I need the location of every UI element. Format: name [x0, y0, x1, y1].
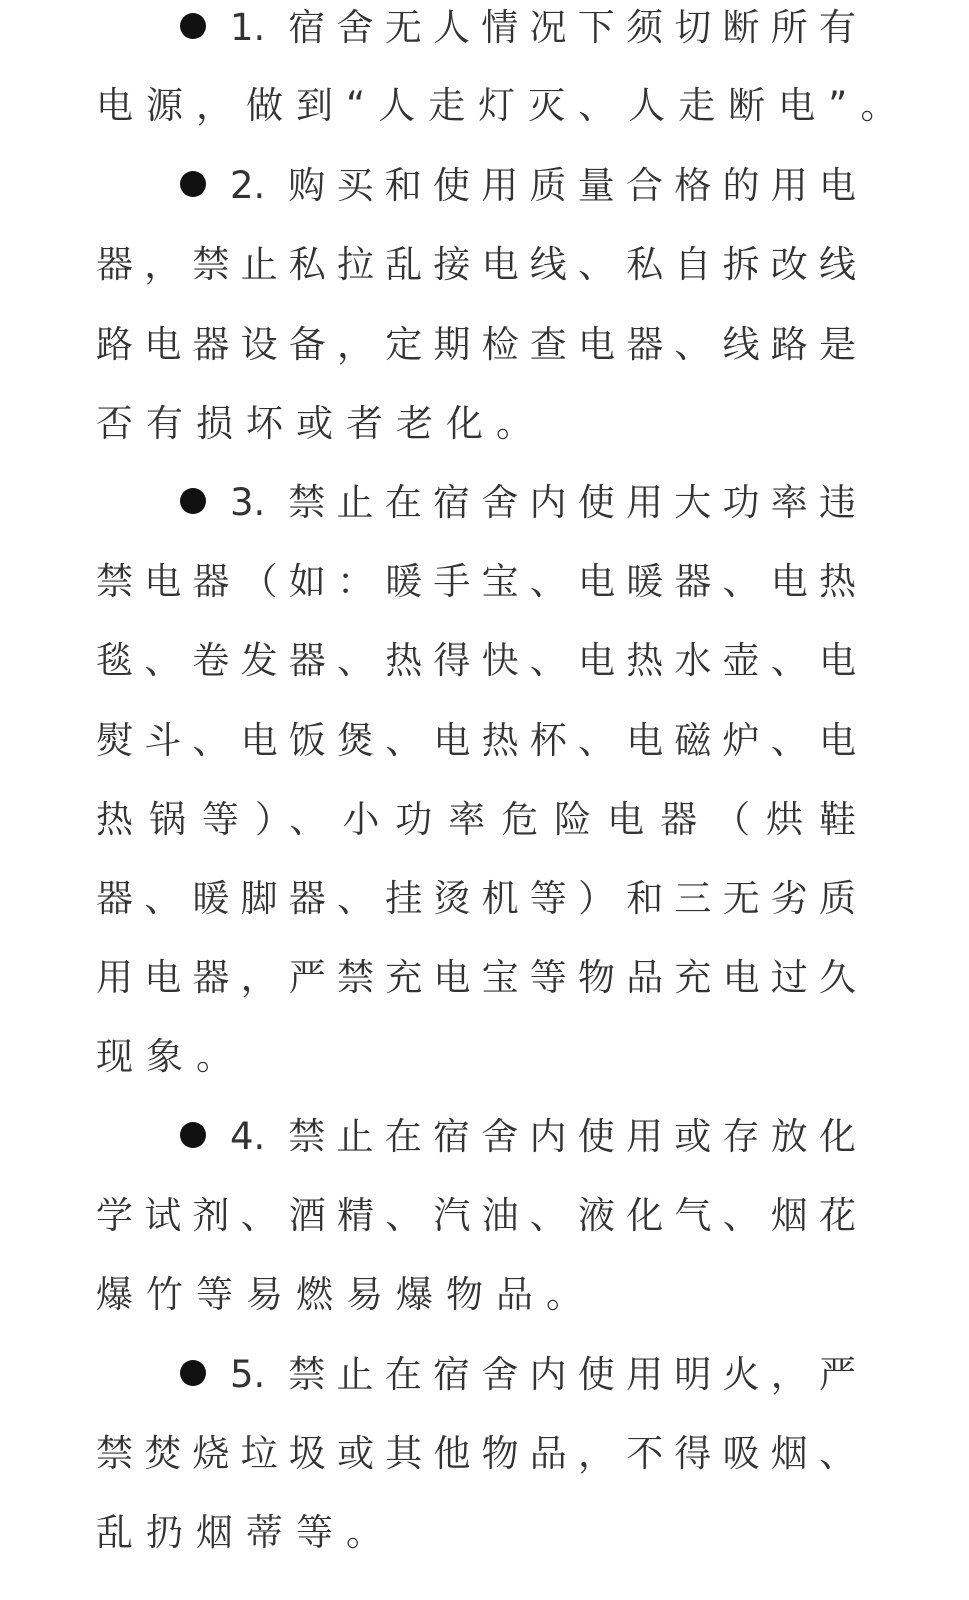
list-item-text: 2. 购买和使用质量合格的用电	[230, 164, 856, 207]
list-item-1-line-2: 电源，做到“人走灯灭、人走断电”。	[96, 84, 911, 127]
list-item-3-line-1	[180, 463, 856, 543]
list-item-5-line-1	[180, 1335, 856, 1415]
list-item-4-line-3: 爆竹等易燃易爆物品。	[96, 1273, 596, 1316]
list-item-2-line-1	[180, 146, 856, 226]
list-item-4-line-1	[180, 1097, 856, 1177]
list-item-2-line-4: 否有损坏或者老化。	[96, 402, 546, 445]
list-item-3-line-7: 用电器，严禁充电宝等物品充电过久	[96, 956, 856, 999]
list-item-3-line-2: 禁电器（如：暖手宝、电暖器、电热	[96, 560, 856, 603]
list-item-text: 1. 宿舍无人情况下须切断所有	[230, 6, 856, 49]
bullet-icon	[180, 1122, 206, 1148]
list-item-text: 4. 禁止在宿舍内使用或存放化	[230, 1115, 856, 1158]
list-item-2-line-3: 路电器设备，定期检查电器、线路是	[96, 323, 856, 366]
bullet-icon	[180, 1360, 206, 1386]
list-item-3-line-8: 现象。	[96, 1035, 246, 1078]
list-item-3-line-6: 器、暖脚器、挂烫机等）和三无劣质	[96, 877, 856, 920]
list-item-text: 5. 禁止在宿舍内使用明火，严	[230, 1353, 856, 1396]
bullet-icon	[180, 171, 206, 197]
list-item-3-line-4: 熨斗、电饭煲、电热杯、电磁炉、电	[96, 719, 856, 762]
list-item-text: 3. 禁止在宿舍内使用大功率违	[230, 481, 856, 524]
bullet-icon	[180, 488, 206, 514]
list-item-5-line-3: 乱扔烟蒂等。	[96, 1511, 396, 1554]
list-item-4-line-2: 学试剂、酒精、汽油、液化气、烟花	[96, 1194, 856, 1237]
list-item-3-line-3: 毯、卷发器、热得快、电热水壶、电	[96, 639, 856, 682]
list-item-3-line-5: 热锅等）、小功率危险电器（烘鞋	[96, 798, 856, 841]
list-item-5-line-2: 禁焚烧垃圾或其他物品，不得吸烟、	[96, 1432, 856, 1475]
list-item-1-line-1	[180, 0, 856, 68]
list-item-2-line-2: 器，禁止私拉乱接电线、私自拆改线	[96, 243, 856, 286]
bullet-icon	[180, 13, 206, 39]
